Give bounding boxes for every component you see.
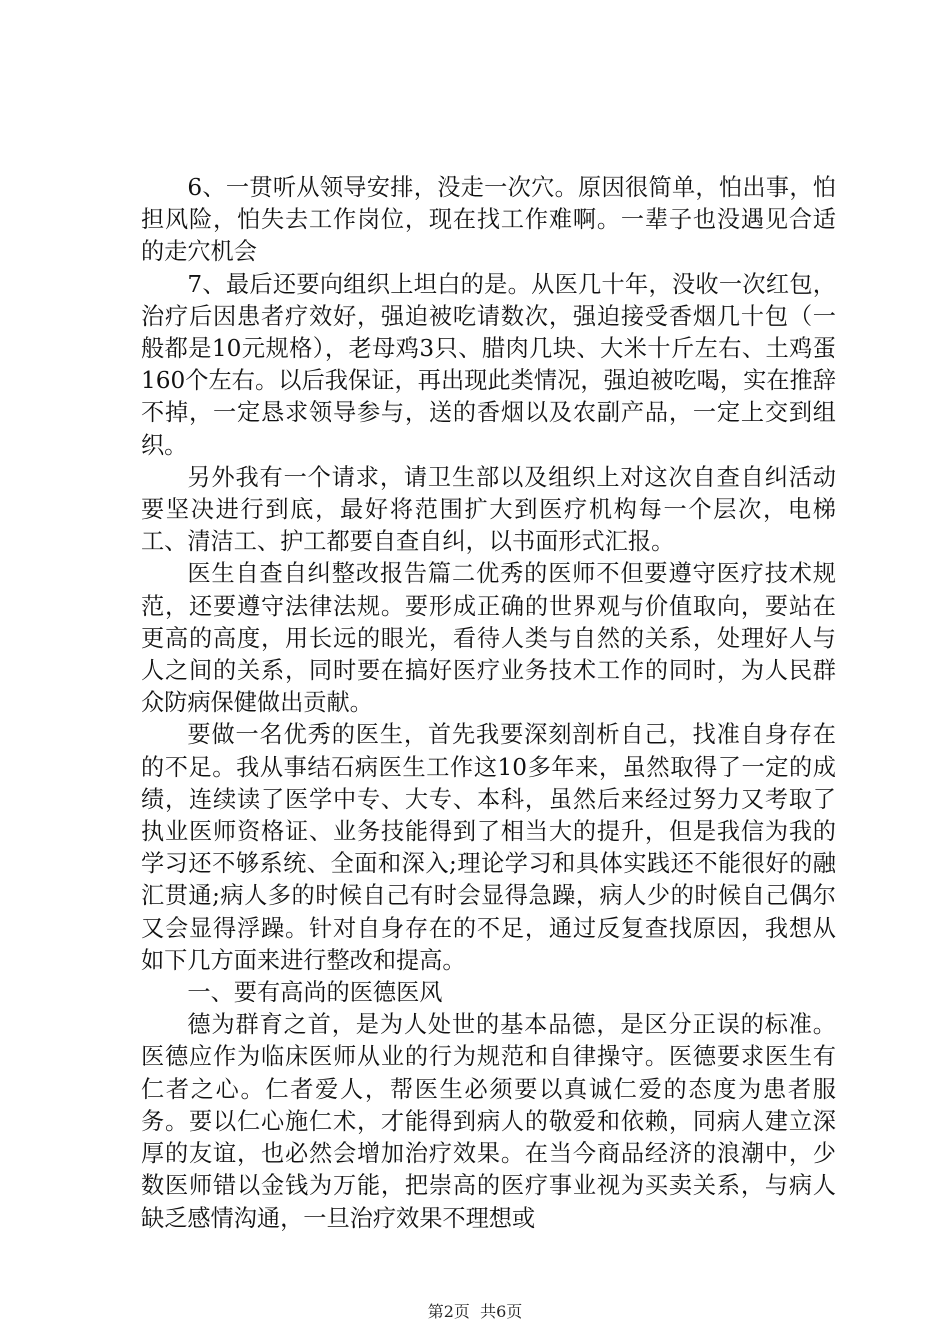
page-number: 第2页 共6页	[427, 1302, 523, 1321]
paragraph: 7、最后还要向组织上坦白的是。从医几十年，没收一次红包，治疗后因患者疗效好，强迫被吃请数次，强迫接受香烟几十包（一般都是10元规格），老母鸡3只、腊肉几块、大米十斤左右、土鸡蛋160个左右。以后我保证，再出现此类情况，强迫被吃喝，实在推辞不掉，一定恳求领导参与，送的香烟以及农副产品，一定上交到组织。	[141, 270, 836, 459]
document-body	[141, 172, 836, 1235]
paragraph: 另外我有一个请求，请卫生部以及组织上对这次自查自纠活动要坚决进行到底，最好将范围扩大到医疗机构每一个层次，电梯工、清洁工、护工都要自查自纠，以书面形式汇报。	[141, 463, 836, 556]
paragraph: 要做一名优秀的医生，首先我要深刻剖析自己，找准自身存在的不足。我从事结石病医生工作这10多年来，虽然取得了一定的成绩，连续读了医学中专、大专、本科，虽然后来经过努力又考取了执业医师资格证、业务技能得到了相当大的提升，但是我信为我的学习还不够系统、全面和深入;理论学习和具体实践还不能很好的融汇贯通;病人多的时候自己有时会显得急躁，病人少的时候自己偶尔又会显得浮躁。针对自身存在的不足，通过反复查找原因，我想从如下几方面来进行整改和提高。	[141, 721, 836, 974]
section-heading: 一、要有高尚的医德医风	[187, 979, 443, 1007]
paragraph: 6、一贯听从领导安排，没走一次穴。原因很简单，怕出事，怕担风险，怕失去工作岗位，现在找工作难啊。一辈子也没遇见合适的走穴机会	[141, 174, 836, 266]
paragraph: 德为群育之首，是为人处世的基本品德，是区分正误的标准。医德应作为临床医师从业的行为规范和自律操守。医德要求医生有仁者之心。仁者爱人，帮医生必须要以真诚仁爱的态度为患者服务。要以仁心施仁术，才能得到病人的敬爱和依赖，同病人建立深厚的友谊，也必然会增加治疗效果。在当今商品经济的浪潮中，少数医师错以金钱为万能，把崇高的医疗事业视为买卖关系，与病人缺乏感情沟通，一旦治疗效果不理想或	[141, 1011, 836, 1232]
page-footer	[0, 1301, 950, 1323]
paragraph: 医生自查自纠整改报告篇二优秀的医师不但要遵守医疗技术规范，还要遵守法律法规。要形成正确的世界观与价值取向，要站在更高的高度，用长远的眼光，看待人类与自然的关系，处理好人与人之间的关系，同时要在搞好医疗业务技术工作的同时，为人民群众防病保健做出贡献。	[141, 560, 836, 717]
